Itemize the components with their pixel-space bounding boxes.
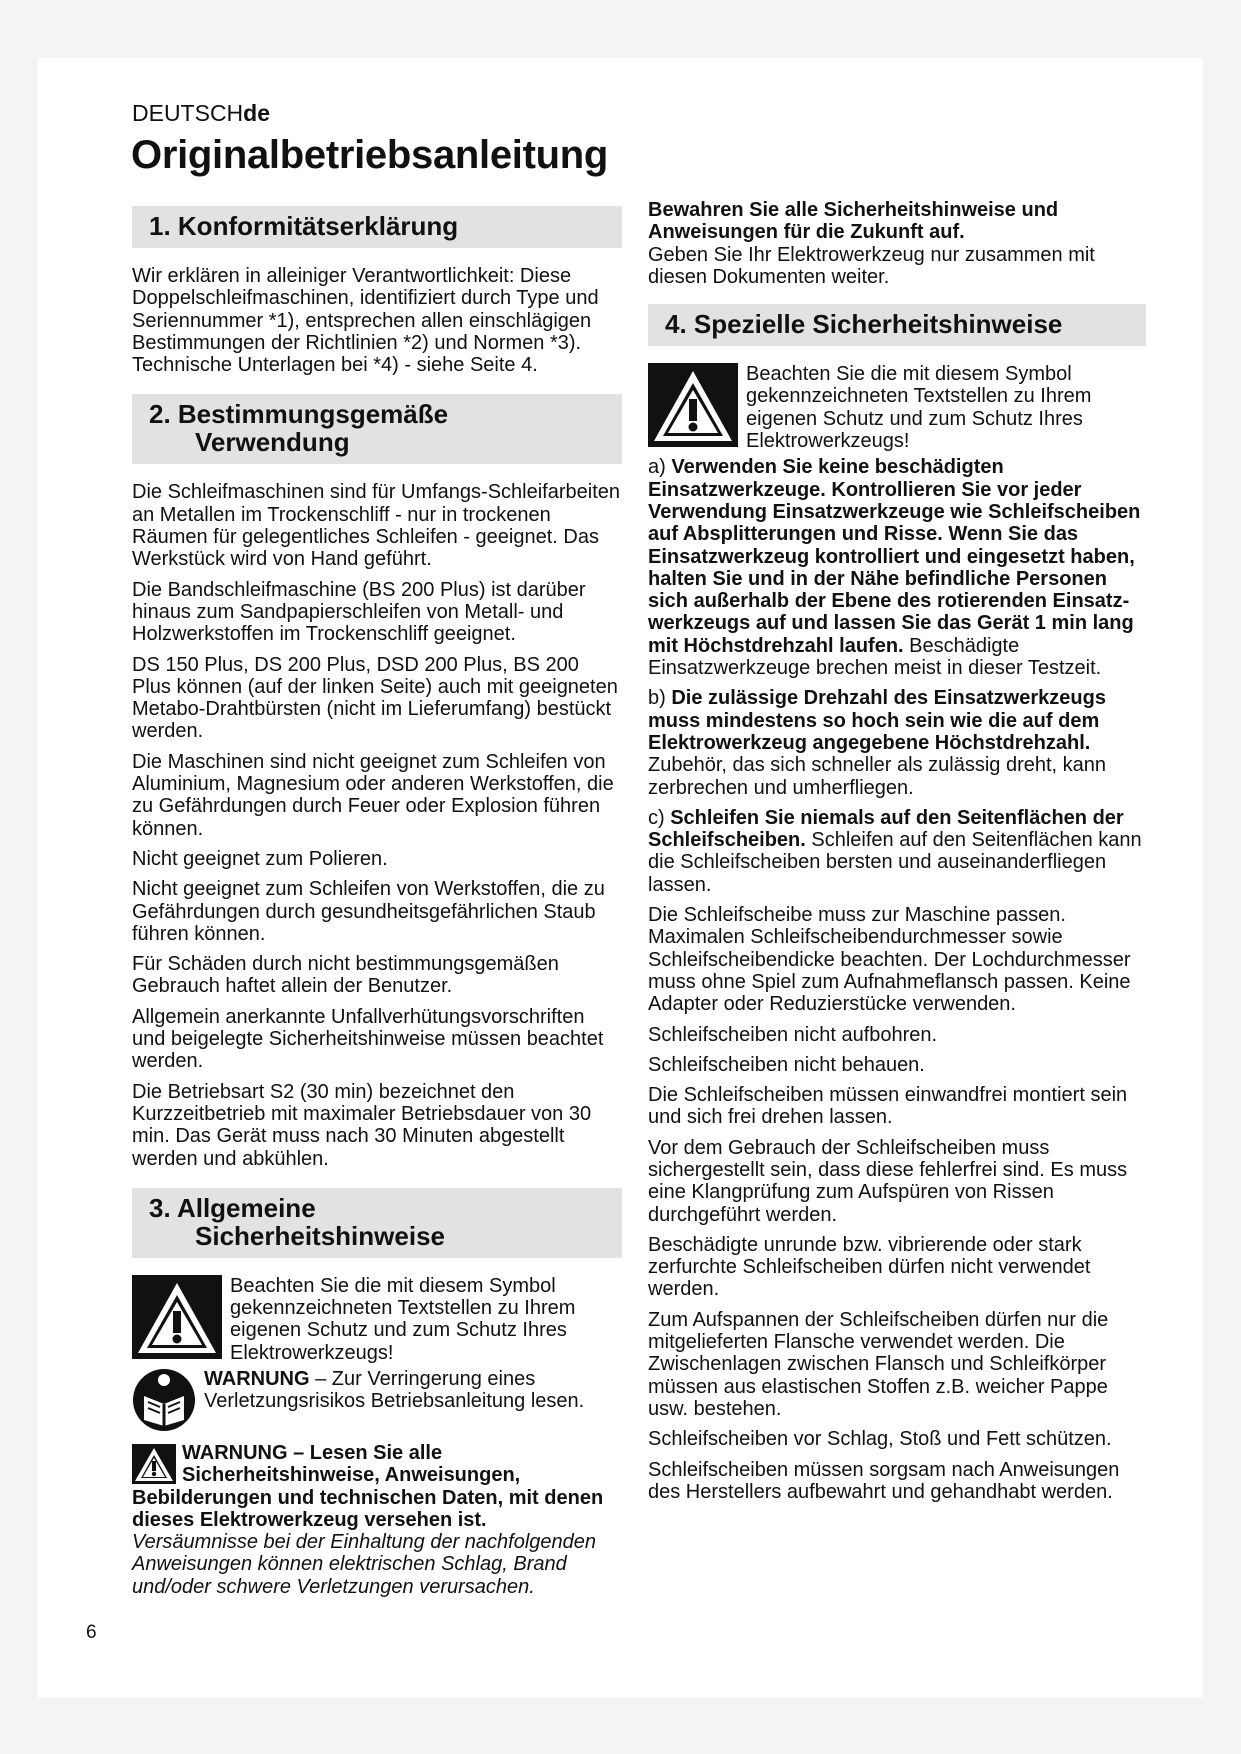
symbol-note-text: Beachten Sie die mit diesem Symbol gekennzeichneten Textstellen zu Ihrem eigenen Schutz und zum Schutz Ihres Elektrowerkzeugs!	[230, 1274, 576, 1364]
left-column	[132, 206, 622, 1598]
keep-instructions-bold: Bewahren Sie alle Sicherheitshinweise und Anweisungen für die Zukunft auf.	[648, 199, 1059, 244]
section-4-paragraph: Schleifscheiben nicht behauen.	[648, 1053, 925, 1076]
page-number: 6	[86, 1622, 97, 1643]
warning-triangle-icon	[648, 363, 738, 447]
section-2-paragraph: Die Bandschleifmaschine (BS 200 Plus) ist darüber hinaus zum Sandpapierschleifen von Metall- und Holzwerkstoffen im Trockenschliff geeignet.	[132, 578, 586, 646]
section-4-paragraph: Beschädigte unrunde bzw. vibrierende oder stark zerfurchte Schleifscheiben dürfen nicht verwendet werden.	[648, 1233, 1091, 1301]
section-4-paragraph: Die Schleifscheiben müssen einwandfrei montiert sein und sich frei drehen lassen.	[648, 1084, 1128, 1129]
keep-instructions-text: Geben Sie Ihr Elektrowerkzeug nur zusammen mit diesen Dokumenten weiter.	[648, 243, 1095, 288]
read-manual-row	[132, 1368, 622, 1432]
general-warning-italic: Versäumnisse bei der Einhaltung der nachfolgenden Anweisungen können elektrischen Schlag, Brand und/oder schwere Verletzungen verursachen.	[132, 1531, 597, 1598]
section-2-paragraph: Allgemein anerkannte Unfallverhütungsvorschriften und beigelegte Sicherheitshinweise müssen beachtet werden.	[132, 1005, 604, 1073]
symbol-note-row-2	[648, 363, 1146, 452]
section-2-paragraph: Die Betriebsart S2 (30 min) bezeichnet den Kurzzeitbetrieb mit maximaler Betriebsdauer von 30 min. Das Gerät muss nach 30 Minuten abgestellt werden und abkühlen.	[132, 1080, 592, 1170]
general-warning-block: WARNUNG – Lesen Sie alle Sicherheitshinweise, Anweisungen, Bebilderungen und technischen Daten, mit denen dieses Elektrowerkzeug versehen ist. Versäumnisse bei der Einhaltung der nachfolgenden Anweisungen können elektrischen Schlag, Brand und/oder schwere Verletzungen verursachen.	[132, 1442, 622, 1598]
section-1-text: Wir erklären in alleiniger Verantwortlichkeit: Diese Doppelschleifmaschinen, identifiziert durch Type und Seriennummer *1), entsprechen allen einschlägigen Bestimmungen der Richtlinien *2) und Normen *3). Technische Unterlagen bei *4) - siehe Seite 4.	[132, 265, 599, 377]
section-2-paragraph: Nicht geeignet zum Polieren.	[132, 847, 388, 870]
warning-triangle-small-icon	[132, 1444, 176, 1484]
instruction-a: a) Verwenden Sie keine beschädigten Einsatzwerkzeuge. Kontrollieren Sie vor jeder Verwendung Einsatzwerkzeuge wie Schleifscheiben auf Absplitterungen und Risse. Wenn Sie das Einsatzwerkzeug kontrolliert und eingesetzt haben, halten Sie und in der Nähe befindliche Personen sich außerhalb der Ebene des rotierenden Einsatz-werkzeugs auf und lassen Sie das Gerät 1 min lang mit Höchstdrehzahl laufen. Beschädigte Einsatzwerkzeuge brechen meist in dieser Testzeit.	[648, 456, 1141, 680]
section-4-paragraph: Schleifscheiben müssen sorgsam nach Anweisungen des Herstellers aufbewahrt und gehandhabt werden.	[648, 1458, 1120, 1503]
section-1-heading: 1. Konformitätserklärung	[132, 206, 622, 248]
symbol-note-text-2: Beachten Sie die mit diesem Symbol gekennzeichneten Textstellen zu Ihrem eigenen Schutz und zum Schutz Ihres Elektrowerkzeugs!	[746, 363, 1092, 453]
section-2-paragraph: Nicht geeignet zum Schleifen von Werkstoffen, die zu Gefährdungen durch gesundheitsgefährlichen Staub führen können.	[132, 878, 605, 945]
section-2-paragraph: Für Schäden durch nicht bestimmungsgemäßen Gebrauch haftet allein der Benutzer.	[132, 953, 559, 998]
read-manual-warning: WARNUNG – Zur Verringerung eines Verletzungsrisikos Betriebsanleitung lesen.	[204, 1367, 585, 1413]
section-4-paragraph: Vor dem Gebrauch der Schleifscheiben muss sichergestellt sein, dass diese fehlerfrei sind. Es muss eine Klangprüfung zum Aufspüren von Rissen durchgeführt werden.	[648, 1136, 1128, 1226]
instruction-b: b) Die zulässige Drehzahl des Einsatzwerkzeugs muss mindestens so hoch sein wie die auf dem Elektrowerkzeug angegebene Höchstdrehzahl. Zubehör, das sich schneller als zulässig dreht, kann zerbrechen und umherfliegen.	[648, 687, 1107, 799]
section-4-paragraph: Die Schleifscheibe muss zur Maschine passen. Maximalen Schleifscheibendurchmesser sowie Schleifscheibendicke beachten. Der Lochdurchmesser muss ohne Spiel zum Aufnahmeflansch passen. Keine Adapter oder Reduzierstücke verwenden.	[648, 904, 1131, 1016]
section-2-paragraph: DS 150 Plus, DS 200 Plus, DSD 200 Plus, BS 200 Plus können (auf der linken Seite) auch mit geeigneten Metabo-Drahtbürsten (nicht im Lieferumfang) bestückt werden.	[132, 653, 618, 743]
instruction-c: c) Schleifen Sie niemals auf den Seitenflächen der Schleifscheiben. Schleifen auf den Seitenflächen kann die Schleifscheiben bersten und auseinanderfliegen lassen.	[648, 806, 1142, 896]
section-3-heading: 3. Allgemeine Sicherheitshinweise	[132, 1188, 622, 1258]
section-4-paragraph: Schleifscheiben vor Schlag, Stoß und Fett schützen.	[648, 1428, 1112, 1451]
read-manual-icon	[132, 1368, 196, 1432]
section-4-paragraph: Zum Aufspannen der Schleifscheiben dürfen nur die mitgelieferten Flansche verwendet werden. Die Zwischenlagen zwischen Flansch und Schleifkörper müssen aus elastischen Stoffen z.B. weicher Pappe usw. bestehen.	[648, 1308, 1109, 1420]
right-column	[648, 199, 1146, 1511]
language-label: DEUTSCHde	[132, 100, 271, 126]
section-2-paragraph: Die Maschinen sind nicht geeignet zum Schleifen von Aluminium, Magnesium oder anderen Werkstoffen, die zu Gefährdungen durch Feuer oder Explosion führen können.	[132, 750, 614, 840]
section-4-heading: 4. Spezielle Sicherheitshinweise	[648, 304, 1146, 346]
section-2-heading: 2. Bestimmungsgemäße Verwendung	[132, 394, 622, 464]
section-4-paragraph: Schleifscheiben nicht aufbohren.	[648, 1023, 938, 1046]
symbol-note-row	[132, 1275, 622, 1364]
warning-triangle-icon	[132, 1275, 222, 1359]
section-2-paragraph: Die Schleifmaschinen sind für Umfangs-Schleifarbeiten an Metallen im Trockenschliff - nur in trockenen Räumen für gelegentliches Schleifen - geeignet. Das Werkstück wird von Hand geführt.	[132, 481, 621, 571]
page-title: Originalbetriebsanleitung	[131, 133, 609, 177]
